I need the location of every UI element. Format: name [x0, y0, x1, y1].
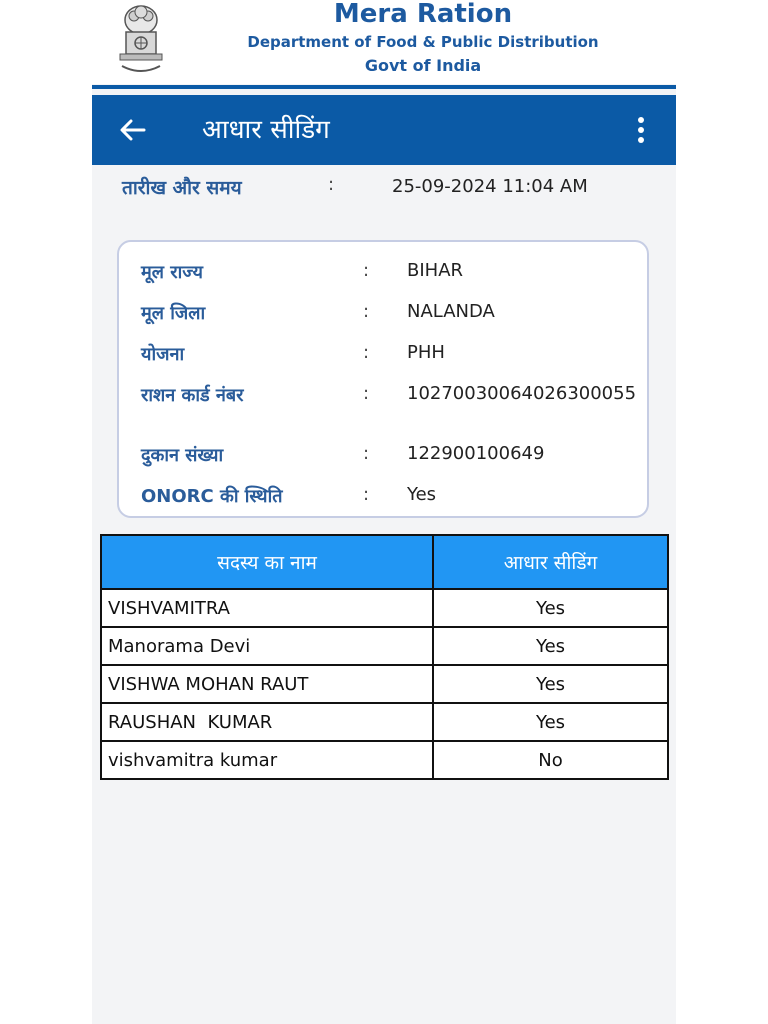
ration-card-info — [117, 240, 649, 518]
brand-text — [188, 0, 658, 76]
info-label: राशन कार्ड नंबर — [141, 385, 244, 406]
info-colon: : — [363, 260, 370, 281]
info-colon: : — [363, 301, 370, 322]
info-colon: : — [363, 342, 370, 363]
brand-subtitle: Department of Food & Public Distribution — [247, 33, 599, 51]
member-name: VISHWA MOHAN RAUT — [101, 665, 433, 703]
brand-title: Mera Ration — [333, 0, 513, 29]
info-colon: : — [363, 443, 370, 464]
info-label: योजना — [141, 344, 185, 365]
arrow-left-icon[interactable] — [118, 115, 148, 145]
info-label: ONORC की स्थिति — [141, 486, 283, 507]
info-label: मूल जिला — [141, 303, 206, 324]
member-name: Manorama Devi — [101, 627, 433, 665]
table-row — [101, 589, 668, 627]
datetime-value: 25-09-2024 11:04 AM — [392, 176, 588, 197]
info-value: PHH — [407, 342, 445, 363]
table-row — [101, 627, 668, 665]
national-emblem-icon — [112, 0, 170, 80]
app-screen — [92, 0, 676, 1024]
column-header-seeding: आधार सीडिंग — [433, 535, 668, 589]
more-vertical-icon[interactable] — [628, 115, 654, 145]
info-value: 122900100649 — [407, 443, 545, 464]
info-value: 10270030064026300055 — [407, 383, 637, 404]
member-seeding-status: Yes — [433, 665, 668, 703]
member-seeding-status: Yes — [433, 627, 668, 665]
info-label: मूल राज्य — [141, 262, 203, 283]
table-row — [101, 741, 668, 779]
info-value: Yes — [407, 484, 437, 505]
datetime-row — [122, 174, 662, 202]
member-seeding-status: Yes — [433, 589, 668, 627]
datetime-colon: : — [328, 174, 335, 195]
column-header-name: सदस्य का नाम — [101, 535, 433, 589]
members-table — [100, 534, 669, 780]
brand-org: Govt of India — [364, 56, 482, 75]
member-name: RAUSHAN KUMAR — [101, 703, 433, 741]
info-colon: : — [363, 383, 370, 404]
table-header-row — [101, 535, 668, 589]
member-seeding-status: Yes — [433, 703, 668, 741]
member-name: VISHVAMITRA — [101, 589, 433, 627]
info-label: दुकान संख्या — [141, 445, 224, 466]
info-colon: : — [363, 484, 370, 505]
info-value: BIHAR — [407, 260, 464, 281]
member-name: vishvamitra kumar — [101, 741, 433, 779]
app-bar — [92, 95, 676, 165]
table-row — [101, 703, 668, 741]
brand-divider — [92, 85, 676, 89]
member-seeding-status: No — [433, 741, 668, 779]
brand-header — [92, 0, 676, 84]
page-title: आधार सीडिंग — [202, 115, 330, 145]
datetime-label: तारीख और समय — [122, 177, 242, 199]
info-value: NALANDA — [407, 301, 495, 322]
table-row — [101, 665, 668, 703]
